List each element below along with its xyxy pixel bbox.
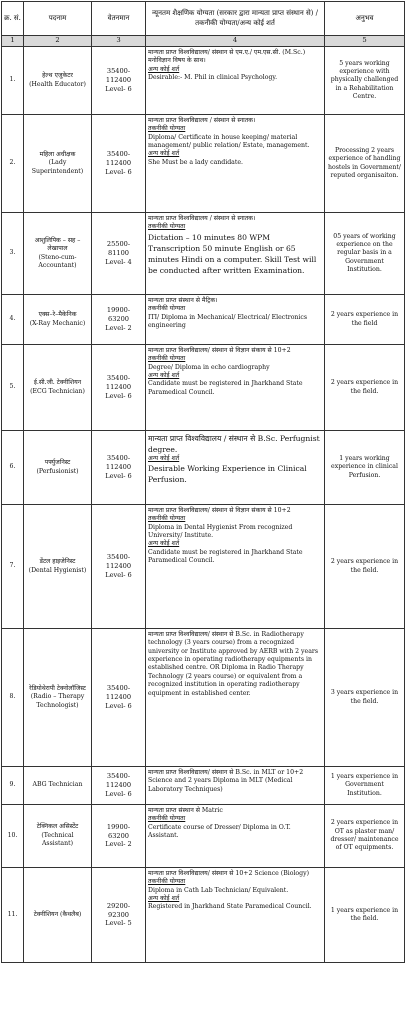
qualification-subheading: तकनीकी योग्यता bbox=[148, 878, 186, 886]
pay-scale-line: 35400- bbox=[106, 374, 131, 383]
qualification-subheading: तकनीकी योग्यता bbox=[148, 515, 186, 523]
qualification-text: मान्यता प्राप्त विश्वविद्यालय/ संस्थान से B.Sc. in Radiotherapy technology (3 years course) from a recognized university or Institute approved by AERB with 2 years experience in operating radiotherapy equipments in established centre. OR Diploma in Radio Therapy Technology (2 years course) or equivalent from a recognized institution in operating radiotherapy equipment in established center. bbox=[148, 631, 319, 697]
qualification-text: तकनीकी योग्यता bbox=[148, 305, 186, 313]
qualification-text: मान्यता प्राप्त संस्थान से मैट्रिक। bbox=[148, 297, 218, 304]
post-name-cell bbox=[24, 345, 92, 431]
pay-scale-line: 63200 bbox=[108, 831, 129, 840]
qualification-text: Desirable Working Experience in Clinical Perfusion. bbox=[148, 464, 307, 485]
qualification-text: Registered in Jharkhand State Paramedical Council. bbox=[148, 903, 312, 911]
serial-number: 2. bbox=[2, 115, 24, 213]
qualification-text: Degree/ Diploma in echo cardiography bbox=[148, 363, 270, 371]
qualification-text: Diploma/ Certificate in house keeping/ material management/ public relation/ Estate, management. bbox=[148, 133, 310, 150]
qualification-text: मान्यता प्राप्त विश्वविद्यालय/ संस्थान से एम.ए./ एम.एस.सी. (M.Sc.) मनोविज्ञान विषय के साथ। bbox=[148, 49, 306, 65]
pay-scale-line: 63200 bbox=[108, 315, 129, 324]
post-name-english: (Lady Superintendent) bbox=[31, 159, 84, 175]
experience-cell: 1 years working experience in clinical Perfusion. bbox=[325, 431, 405, 505]
pay-scale-cell bbox=[92, 629, 146, 767]
qualification-cell bbox=[146, 47, 325, 115]
header-pay: वेतनमान bbox=[92, 2, 146, 36]
table-row bbox=[2, 345, 405, 431]
header-qualification: न्यूनतम शैक्षणिक योग्यता (सरकार द्वारा मान्यता प्राप्त संस्थान से) / तकनीकी योग्यता/अन्य कोई शर्त bbox=[146, 2, 325, 36]
pay-scale-line: Level- 6 bbox=[105, 391, 132, 400]
qualification-subheading: तकनीकी योग्यता bbox=[148, 355, 186, 363]
post-name-english: (Steno-cum-Accountant) bbox=[38, 253, 77, 269]
pay-scale-line: 112400 bbox=[105, 562, 132, 571]
qualification-cell bbox=[146, 868, 325, 963]
qualification-text: Dictation – 10 minutes 80 WPM Transcription 50 minute English or 65 minutes Hindi on a computer. Skill Test will be conducted after written Examination. bbox=[148, 232, 317, 275]
pay-scale-line: 35400- bbox=[106, 772, 131, 781]
post-name-cell bbox=[24, 431, 92, 505]
post-name-english: (X-Ray Mechanic) bbox=[29, 319, 86, 327]
table-row bbox=[2, 47, 405, 115]
colnum-2: 2 bbox=[24, 36, 92, 47]
post-name-hindi: ई.सी.जी. टेक्नीशियन bbox=[33, 379, 82, 387]
post-name-cell bbox=[24, 868, 92, 963]
qualification-text: मान्यता प्राप्त विश्वविद्यालय/ संस्थान से विज्ञान संकाय से 10+2 bbox=[148, 347, 291, 354]
table-row bbox=[2, 868, 405, 963]
serial-number: 7. bbox=[2, 505, 24, 629]
serial-number: 4. bbox=[2, 295, 24, 345]
qualification-text: Candidate must be registered in Jharkhand State Paramedical Council. bbox=[148, 380, 303, 396]
table-row bbox=[2, 115, 405, 213]
table-row bbox=[2, 805, 405, 868]
serial-number: 8. bbox=[2, 629, 24, 767]
pay-scale-line: Level- 6 bbox=[105, 789, 132, 798]
qualification-text: Desirable:- M. Phil in clinical Psychology. bbox=[148, 74, 278, 82]
experience-cell: 2 years experience in OT as plaster man/ dresser/ maintenance of OT equipments. bbox=[325, 805, 405, 868]
qualification-cell bbox=[146, 767, 325, 805]
colnum-5: 5 bbox=[325, 36, 405, 47]
post-name-cell bbox=[24, 213, 92, 295]
header-experience: अनुभव bbox=[325, 2, 405, 36]
qualification-subheading: अन्य कोई शर्त bbox=[148, 150, 180, 158]
pay-scale-cell bbox=[92, 345, 146, 431]
serial-number: 3. bbox=[2, 213, 24, 295]
post-name-english: (Technical Assistant) bbox=[41, 831, 74, 848]
pay-scale-line: 92300 bbox=[108, 910, 129, 919]
serial-number: 11. bbox=[2, 868, 24, 963]
post-name-cell bbox=[24, 505, 92, 629]
pay-scale-line: Level- 6 bbox=[105, 167, 132, 176]
qualification-text: मान्यता प्राप्त विश्वविद्यालय/ संस्थान से B.Sc. in MLT or 10+2 Science and 2 years Diploma in MLT (Medical Laboratory Techniques) bbox=[148, 769, 304, 793]
pay-scale-cell bbox=[92, 431, 146, 505]
post-name-hindi: महिला अधीक्षक bbox=[39, 150, 76, 158]
pay-scale-line: Level- 6 bbox=[105, 471, 132, 480]
post-name-hindi: हेल्थ एजुकेटर bbox=[42, 72, 73, 80]
post-name-hindi: एक्स–रे–मैकेनिक bbox=[38, 311, 77, 319]
pay-scale-cell bbox=[92, 295, 146, 345]
pay-scale-line: 35400- bbox=[106, 553, 131, 562]
pay-scale-cell bbox=[92, 767, 146, 805]
qualification-cell bbox=[146, 295, 325, 345]
pay-scale-line: Level- 6 bbox=[105, 570, 132, 579]
header-row bbox=[2, 2, 405, 36]
pay-scale-line: 112400 bbox=[105, 383, 132, 392]
experience-cell: 1 years experience in Government Institution. bbox=[325, 767, 405, 805]
post-name-english: (Health Educator) bbox=[29, 80, 86, 88]
post-name-cell bbox=[24, 767, 92, 805]
qualification-subheading: अन्य कोई शर्त bbox=[148, 455, 180, 462]
qualification-cell bbox=[146, 345, 325, 431]
qualification-text: मान्यता प्राप्त संस्थान से Matric bbox=[148, 807, 223, 814]
column-number-row bbox=[2, 36, 405, 47]
qualification-cell bbox=[146, 213, 325, 295]
qualification-cell bbox=[146, 505, 325, 629]
qualification-subheading: अन्य कोई शर्त bbox=[148, 895, 180, 903]
pay-scale-line: Level- 5 bbox=[105, 919, 132, 928]
post-name-hindi: डेंटल हाइजेनिस्ट bbox=[39, 558, 76, 566]
pay-scale-cell bbox=[92, 868, 146, 963]
experience-cell: 5 years working experience with physically challenged in a Rehabilitation Centre. bbox=[325, 47, 405, 115]
pay-scale-line: Level- 2 bbox=[105, 840, 132, 849]
pay-scale-cell bbox=[92, 213, 146, 295]
pay-scale-line: 112400 bbox=[105, 463, 132, 472]
serial-number: 5. bbox=[2, 345, 24, 431]
post-name-english: (Perfusionist) bbox=[36, 467, 79, 475]
qualification-cell bbox=[146, 115, 325, 213]
post-name-hindi: ABG Technician bbox=[32, 781, 83, 789]
post-name-hindi: पर्फ्युजनिस्ट bbox=[44, 459, 71, 467]
header-post: पदनाम bbox=[24, 2, 92, 36]
qualification-text: She Must be a lady candidate. bbox=[148, 158, 243, 166]
pay-scale-line: Level- 4 bbox=[105, 257, 132, 266]
post-name-hindi: आशुलिपिक – सह – लेखापाल bbox=[34, 236, 81, 253]
pay-scale-line: 35400- bbox=[106, 150, 131, 159]
recruitment-table bbox=[1, 1, 405, 963]
pay-scale-cell bbox=[92, 47, 146, 115]
experience-cell: Processing 2 years experience of handling hostels in Government/ reputed organisaiton. bbox=[325, 115, 405, 213]
qualification-subheading: तकनीकी योग्यता bbox=[148, 815, 186, 823]
qualification-cell bbox=[146, 431, 325, 505]
table-row bbox=[2, 629, 405, 767]
post-name-cell bbox=[24, 47, 92, 115]
experience-cell: 1 years experience in the field. bbox=[325, 868, 405, 963]
serial-number: 6. bbox=[2, 431, 24, 505]
serial-number: 10. bbox=[2, 805, 24, 868]
pay-scale-line: 35400- bbox=[106, 67, 131, 76]
experience-cell: 2 years experience in the field. bbox=[325, 505, 405, 629]
pay-scale-line: 19900- bbox=[106, 306, 131, 315]
pay-scale-line: 81100 bbox=[108, 249, 129, 258]
serial-number: 1. bbox=[2, 47, 24, 115]
pay-scale-cell bbox=[92, 805, 146, 868]
qualification-text: Candidate must be registered in Jharkhand State Paramedical Council. bbox=[148, 548, 303, 565]
qualification-subheading: अन्य कोई शर्त bbox=[148, 65, 180, 73]
pay-scale-line: 29200- bbox=[106, 901, 131, 910]
qualification-subheading: अन्य कोई शर्त bbox=[148, 540, 180, 548]
colnum-1: 1 bbox=[2, 36, 24, 47]
qualification-text: मान्यता प्राप्त विश्वविद्यालय / संस्थान से स्नातक। bbox=[148, 117, 256, 124]
table-row bbox=[2, 505, 405, 629]
qualification-subheading: तकनीकी योग्यता bbox=[148, 223, 186, 231]
pay-scale-line: 35400- bbox=[106, 684, 131, 693]
pay-scale-line: Level- 2 bbox=[105, 323, 132, 332]
post-name-hindi: रेडियोथेरापी टेक्नोलॉजिस्ट bbox=[29, 684, 86, 692]
pay-scale-line: 112400 bbox=[105, 693, 132, 702]
post-name-english: (ECG Technician) bbox=[30, 387, 85, 395]
post-name-cell bbox=[24, 295, 92, 345]
header-sno: क्र. सं. bbox=[2, 2, 24, 36]
pay-scale-line: 112400 bbox=[105, 159, 132, 168]
colnum-4: 4 bbox=[146, 36, 325, 47]
pay-scale-line: 25500- bbox=[106, 240, 131, 249]
post-name-english: (Dental Hygienist) bbox=[28, 566, 87, 574]
pay-scale-line: Level- 6 bbox=[105, 701, 132, 710]
qualification-text: Diploma in Dental Hygienist From recognized University/ Institute. bbox=[148, 523, 293, 540]
table-row bbox=[2, 213, 405, 295]
post-name-cell bbox=[24, 629, 92, 767]
post-name-english: (Radio – Therapy Technologist) bbox=[30, 693, 85, 709]
qualification-text: मान्यता प्राप्त विश्वविद्यालय / संस्थान से B.Sc. Perfugnist degree. bbox=[148, 434, 320, 454]
qualification-text: ITI/ Diploma in Mechanical/ Electrical/ Electronics engineering bbox=[148, 313, 308, 330]
qualification-text: मान्यता प्राप्त विश्वविद्यालय/ संस्थान से 10+2 Science (Biology) bbox=[148, 870, 310, 877]
qualification-text: मान्यता प्राप्त विश्वविद्यालय/ संस्थान से विज्ञान संकाय से 10+2 bbox=[148, 507, 291, 514]
pay-scale-line: 112400 bbox=[105, 781, 132, 790]
table-row bbox=[2, 767, 405, 805]
pay-scale-line: 19900- bbox=[106, 822, 131, 831]
post-name-cell bbox=[24, 115, 92, 213]
qualification-subheading: तकनीकी योग्यता bbox=[148, 125, 186, 133]
pay-scale-cell bbox=[92, 115, 146, 213]
experience-cell: 2 years experience in the field. bbox=[325, 345, 405, 431]
qualification-text: Diploma in Cath Lab Technician/ Equivalent. bbox=[148, 886, 289, 894]
qualification-text: Certificate course of Dresser/ Diploma in O.T. Assistant. bbox=[148, 823, 291, 840]
pay-scale-line: 112400 bbox=[105, 76, 132, 85]
experience-cell: 3 years experience in the field. bbox=[325, 629, 405, 767]
qualification-text: मान्यता प्राप्त विश्वविद्यालय / संस्थान से स्नातक। bbox=[148, 215, 256, 222]
pay-scale-line: 35400- bbox=[106, 454, 131, 463]
experience-cell: 05 years of working experience on the regular basis in a Government Institution. bbox=[325, 213, 405, 295]
post-name-cell bbox=[24, 805, 92, 868]
qualification-cell bbox=[146, 629, 325, 767]
pay-scale-line: Level- 6 bbox=[105, 84, 132, 93]
colnum-3: 3 bbox=[92, 36, 146, 47]
qualification-cell bbox=[146, 805, 325, 868]
post-name-hindi: टेक्निकल असिस्टेंट bbox=[36, 823, 79, 831]
table-row bbox=[2, 295, 405, 345]
table-row bbox=[2, 431, 405, 505]
serial-number: 9. bbox=[2, 767, 24, 805]
table-body bbox=[2, 47, 405, 963]
qualification-subheading: अन्य कोई शर्त bbox=[148, 372, 180, 380]
pay-scale-cell bbox=[92, 505, 146, 629]
experience-cell: 2 years experience in the field bbox=[325, 295, 405, 345]
post-name-hindi: टेक्नीशियन (कैथलैब) bbox=[33, 910, 82, 918]
